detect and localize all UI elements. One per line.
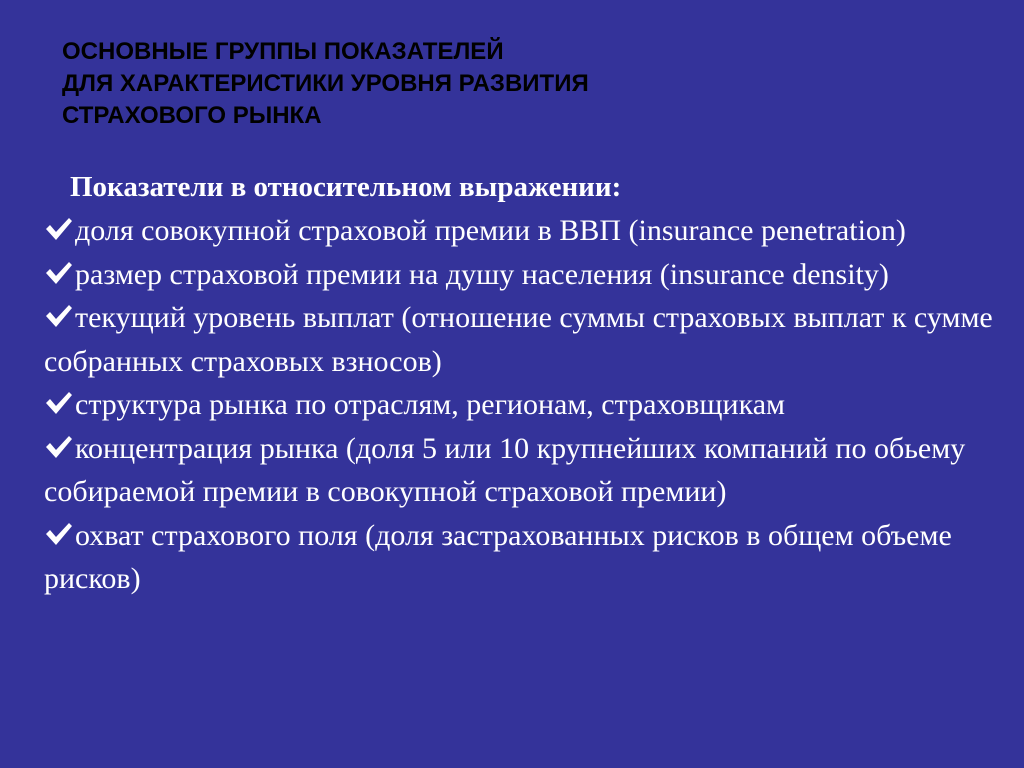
list-item [44, 296, 1004, 383]
list-item [44, 427, 1004, 514]
slide-title-line: ДЛЯ ХАРАКТЕРИСТИКИ УРОВНЯ РАЗВИТИЯ [62, 70, 589, 97]
slide-title-line: ОСНОВНЫЕ ГРУППЫ ПОКАЗАТЕЛЕЙ [62, 38, 504, 65]
section-subheading: Показатели в относительном выражении: [70, 171, 622, 203]
list-item-text: структура рынка по отраслям, регионам, страховщикам [75, 388, 786, 421]
slide-title [62, 36, 962, 132]
checkmark-icon [44, 303, 74, 329]
list-item [44, 253, 1004, 297]
checkmark-icon [44, 216, 74, 242]
checkmark-icon [44, 521, 74, 547]
checkmark-icon [44, 434, 74, 460]
indicator-list [44, 209, 1004, 601]
list-item-text: доля совокупной страховой премии в ВВП (insurance penetration) [75, 214, 906, 247]
list-item-text: охват страхового поля (доля застрахованных рисков в общем объеме рисков) [44, 518, 952, 595]
list-item [44, 383, 1004, 427]
list-item-text: текущий уровень выплат (отношение суммы страховых выплат к сумме собранных страховых взносов) [44, 301, 993, 378]
slide-title-line: СТРАХОВОГО РЫНКА [62, 102, 322, 129]
list-item [44, 514, 1004, 601]
list-item-text: концентрация рынка (доля 5 или 10 крупнейших компаний по обьему собираемой премии в совокупной страховой премии) [44, 431, 966, 508]
checkmark-icon [44, 260, 74, 286]
list-item [44, 209, 1004, 253]
checkmark-icon [44, 390, 74, 416]
list-item-text: размер страховой премии на душу населения (insurance density) [75, 257, 889, 291]
